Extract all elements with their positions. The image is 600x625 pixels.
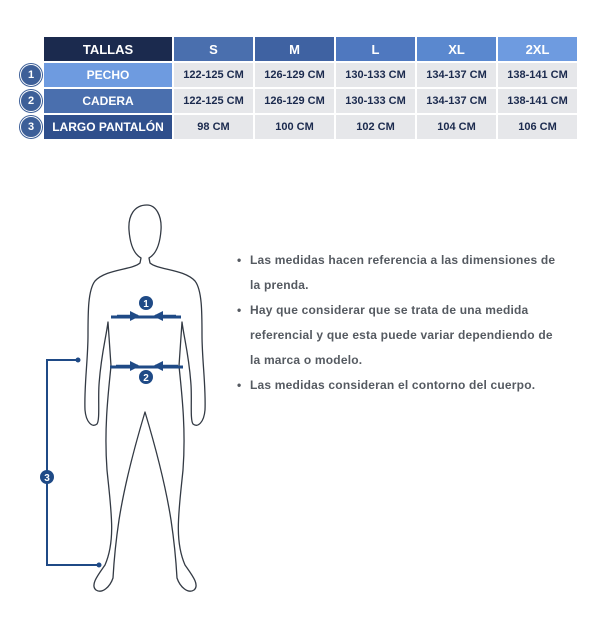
bullet-icon: • (237, 303, 242, 317)
measurement-notes (237, 248, 557, 398)
table-cell: 130-133 CM (336, 63, 415, 87)
note-item: • Las medidas consideran el contorno del cuerpo. (237, 373, 557, 398)
tallas-header: TALLAS (44, 37, 172, 61)
table-cell: 138-141 CM (498, 89, 577, 113)
size-header-s: S (174, 37, 253, 61)
table-cell: 122-125 CM (174, 89, 253, 113)
table-cell: 98 CM (174, 115, 253, 139)
table-cell: 130-133 CM (336, 89, 415, 113)
table-cell: 122-125 CM (174, 63, 253, 87)
table-cell: 134-137 CM (417, 63, 496, 87)
table-cell: 138-141 CM (498, 63, 577, 87)
length-bracket (47, 360, 99, 565)
marker-3-label: 3 (44, 473, 50, 484)
row-number-badge: 3 (20, 116, 42, 138)
row-label-cadera: CADERA (44, 89, 172, 113)
table-cell: 126-129 CM (255, 89, 334, 113)
bullet-icon: • (237, 253, 242, 267)
table-cell: 106 CM (498, 115, 577, 139)
marker-1-label: 1 (143, 299, 149, 310)
note-item: • Las medidas hacen referencia a las dimensiones de la prenda. (237, 248, 557, 298)
row-label-largo-pantalon: LARGO PANTALÓN (44, 115, 172, 139)
size-header-2xl: 2XL (498, 37, 577, 61)
bullet-icon: • (237, 378, 242, 392)
row-number-badge: 2 (20, 90, 42, 112)
row-number-badge: 1 (20, 64, 42, 86)
marker-2-label: 2 (143, 373, 149, 384)
table-cell: 104 CM (417, 115, 496, 139)
body-outline (85, 205, 205, 591)
note-item: • Hay que considerar que se trata de una medida referencial y que esta puede variar dependiendo de la marca o modelo. (237, 298, 557, 373)
table-cell: 100 CM (255, 115, 334, 139)
size-header-xl: XL (417, 37, 496, 61)
size-header-l: L (336, 37, 415, 61)
table-cell: 134-137 CM (417, 89, 496, 113)
size-header-m: M (255, 37, 334, 61)
table-cell: 126-129 CM (255, 63, 334, 87)
row-label-pecho: PECHO (44, 63, 172, 87)
table-cell: 102 CM (336, 115, 415, 139)
